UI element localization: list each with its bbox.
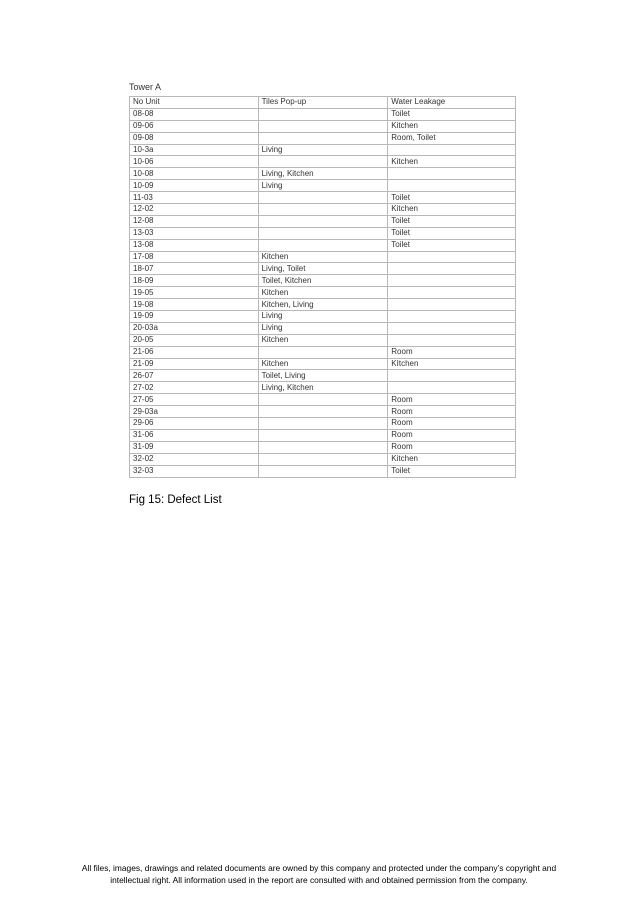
cell-tiles-pop-up: Kitchen xyxy=(258,358,388,370)
cell-water-leakage xyxy=(388,263,516,275)
cell-water-leakage xyxy=(388,168,516,180)
cell-no-unit: 27-05 xyxy=(130,394,259,406)
cell-tiles-pop-up: Living, Toilet xyxy=(258,263,388,275)
cell-tiles-pop-up xyxy=(258,418,388,430)
cell-water-leakage: KItchen xyxy=(388,358,516,370)
cell-tiles-pop-up xyxy=(258,346,388,358)
cell-tiles-pop-up xyxy=(258,215,388,227)
cell-no-unit: 13-08 xyxy=(130,239,259,251)
table-row xyxy=(130,370,516,382)
cell-no-unit: 11-03 xyxy=(130,192,259,204)
cell-tiles-pop-up xyxy=(258,453,388,465)
cell-no-unit: 31-09 xyxy=(130,441,259,453)
cell-water-leakage xyxy=(388,251,516,263)
cell-water-leakage xyxy=(388,370,516,382)
cell-water-leakage: Toilet xyxy=(388,108,516,120)
cell-no-unit: 29-03a xyxy=(130,406,259,418)
cell-tiles-pop-up xyxy=(258,394,388,406)
cell-no-unit: 27-02 xyxy=(130,382,259,394)
table-body xyxy=(130,108,516,477)
copyright-footer xyxy=(30,862,608,886)
cell-tiles-pop-up: Living, Kitchen xyxy=(258,382,388,394)
cell-no-unit: 09-08 xyxy=(130,132,259,144)
cell-water-leakage: Room xyxy=(388,441,516,453)
cell-tiles-pop-up: Toilet, Living xyxy=(258,370,388,382)
cell-water-leakage: Toilet xyxy=(388,239,516,251)
table-row xyxy=(130,346,516,358)
header-no-unit: No Unit xyxy=(130,97,259,109)
cell-tiles-pop-up xyxy=(258,132,388,144)
table-row xyxy=(130,275,516,287)
cell-no-unit: 10-06 xyxy=(130,156,259,168)
cell-tiles-pop-up xyxy=(258,227,388,239)
cell-no-unit: 09-06 xyxy=(130,120,259,132)
cell-tiles-pop-up xyxy=(258,108,388,120)
header-tiles-pop-up: Tiles Pop-up xyxy=(258,97,388,109)
table-row xyxy=(130,120,516,132)
table-row xyxy=(130,406,516,418)
table-row xyxy=(130,215,516,227)
table-row xyxy=(130,108,516,120)
cell-tiles-pop-up xyxy=(258,406,388,418)
cell-no-unit: 08-08 xyxy=(130,108,259,120)
table-row xyxy=(130,358,516,370)
cell-no-unit: 18-07 xyxy=(130,263,259,275)
cell-no-unit: 32-02 xyxy=(130,453,259,465)
cell-no-unit: 20-05 xyxy=(130,334,259,346)
cell-tiles-pop-up: Toilet, Kitchen xyxy=(258,275,388,287)
cell-tiles-pop-up: Kitchen xyxy=(258,251,388,263)
cell-no-unit: 18-09 xyxy=(130,275,259,287)
cell-water-leakage xyxy=(388,334,516,346)
cell-water-leakage: Room xyxy=(388,406,516,418)
cell-no-unit: 19-08 xyxy=(130,299,259,311)
cell-no-unit: 17-08 xyxy=(130,251,259,263)
table-row xyxy=(130,156,516,168)
cell-tiles-pop-up xyxy=(258,441,388,453)
cell-no-unit: 32-03 xyxy=(130,465,259,477)
cell-water-leakage: Room xyxy=(388,394,516,406)
cell-water-leakage xyxy=(388,322,516,334)
figure-caption: Fig 15: Defect List xyxy=(129,494,222,506)
cell-water-leakage xyxy=(388,275,516,287)
cell-water-leakage: Room xyxy=(388,418,516,430)
cell-water-leakage: Room xyxy=(388,429,516,441)
cell-water-leakage: Room xyxy=(388,346,516,358)
table-row xyxy=(130,263,516,275)
cell-tiles-pop-up xyxy=(258,156,388,168)
table-row xyxy=(130,394,516,406)
table-row xyxy=(130,441,516,453)
cell-no-unit: 12-02 xyxy=(130,204,259,216)
cell-tiles-pop-up: Living xyxy=(258,322,388,334)
footer-line-1: All files, images, drawings and related documents are owned by this company and protected under the company’s copyright and xyxy=(81,863,557,873)
table-row xyxy=(130,322,516,334)
cell-water-leakage: Toilet xyxy=(388,215,516,227)
table-row xyxy=(130,334,516,346)
table-row xyxy=(130,204,516,216)
cell-tiles-pop-up xyxy=(258,465,388,477)
cell-no-unit: 21-09 xyxy=(130,358,259,370)
cell-water-leakage: Kitchen xyxy=(388,204,516,216)
table-title: Tower A xyxy=(129,82,162,92)
cell-no-unit: 10-3a xyxy=(130,144,259,156)
table-row xyxy=(130,418,516,430)
cell-tiles-pop-up: Kitchen xyxy=(258,287,388,299)
cell-tiles-pop-up: Living xyxy=(258,144,388,156)
cell-tiles-pop-up: Kitchen xyxy=(258,334,388,346)
cell-water-leakage: Kitchen xyxy=(388,156,516,168)
cell-no-unit: 21-06 xyxy=(130,346,259,358)
table-row xyxy=(130,168,516,180)
cell-tiles-pop-up: Living, Kitchen xyxy=(258,168,388,180)
cell-water-leakage: Kitchen xyxy=(388,120,516,132)
cell-no-unit: 31-06 xyxy=(130,429,259,441)
cell-tiles-pop-up xyxy=(258,192,388,204)
cell-tiles-pop-up xyxy=(258,429,388,441)
table-row xyxy=(130,453,516,465)
table-row xyxy=(130,192,516,204)
cell-water-leakage xyxy=(388,311,516,323)
cell-no-unit: 12-08 xyxy=(130,215,259,227)
cell-no-unit: 13-03 xyxy=(130,227,259,239)
cell-tiles-pop-up: Living xyxy=(258,311,388,323)
header-water-leakage: Water Leakage xyxy=(388,97,516,109)
cell-no-unit: 29-06 xyxy=(130,418,259,430)
cell-water-leakage: Toilet xyxy=(388,465,516,477)
table-header-row xyxy=(130,97,516,109)
cell-water-leakage xyxy=(388,382,516,394)
cell-tiles-pop-up xyxy=(258,239,388,251)
defect-table xyxy=(129,96,516,478)
cell-water-leakage xyxy=(388,180,516,192)
cell-no-unit: 20-03a xyxy=(130,322,259,334)
cell-water-leakage xyxy=(388,144,516,156)
cell-water-leakage: Toilet xyxy=(388,192,516,204)
table-row xyxy=(130,287,516,299)
cell-tiles-pop-up xyxy=(258,204,388,216)
cell-water-leakage: Room, Toilet xyxy=(388,132,516,144)
table-row xyxy=(130,180,516,192)
table-row xyxy=(130,382,516,394)
table-row xyxy=(130,465,516,477)
table-row xyxy=(130,144,516,156)
table-row xyxy=(130,227,516,239)
table-row xyxy=(130,299,516,311)
cell-water-leakage: Toilet xyxy=(388,227,516,239)
cell-water-leakage xyxy=(388,299,516,311)
table-row xyxy=(130,429,516,441)
cell-no-unit: 26-07 xyxy=(130,370,259,382)
table-row xyxy=(130,239,516,251)
table-row xyxy=(130,132,516,144)
table-row xyxy=(130,311,516,323)
table-row xyxy=(130,251,516,263)
cell-no-unit: 19-09 xyxy=(130,311,259,323)
cell-water-leakage xyxy=(388,287,516,299)
cell-no-unit: 10-09 xyxy=(130,180,259,192)
cell-tiles-pop-up xyxy=(258,120,388,132)
cell-no-unit: 10-08 xyxy=(130,168,259,180)
cell-tiles-pop-up: Living xyxy=(258,180,388,192)
footer-line-2: intellectual right. All information used in the report are consulted with and obtained permission from the company. xyxy=(110,875,528,885)
cell-no-unit: 19-05 xyxy=(130,287,259,299)
cell-tiles-pop-up: Kitchen, Living xyxy=(258,299,388,311)
cell-water-leakage: Kitchen xyxy=(388,453,516,465)
